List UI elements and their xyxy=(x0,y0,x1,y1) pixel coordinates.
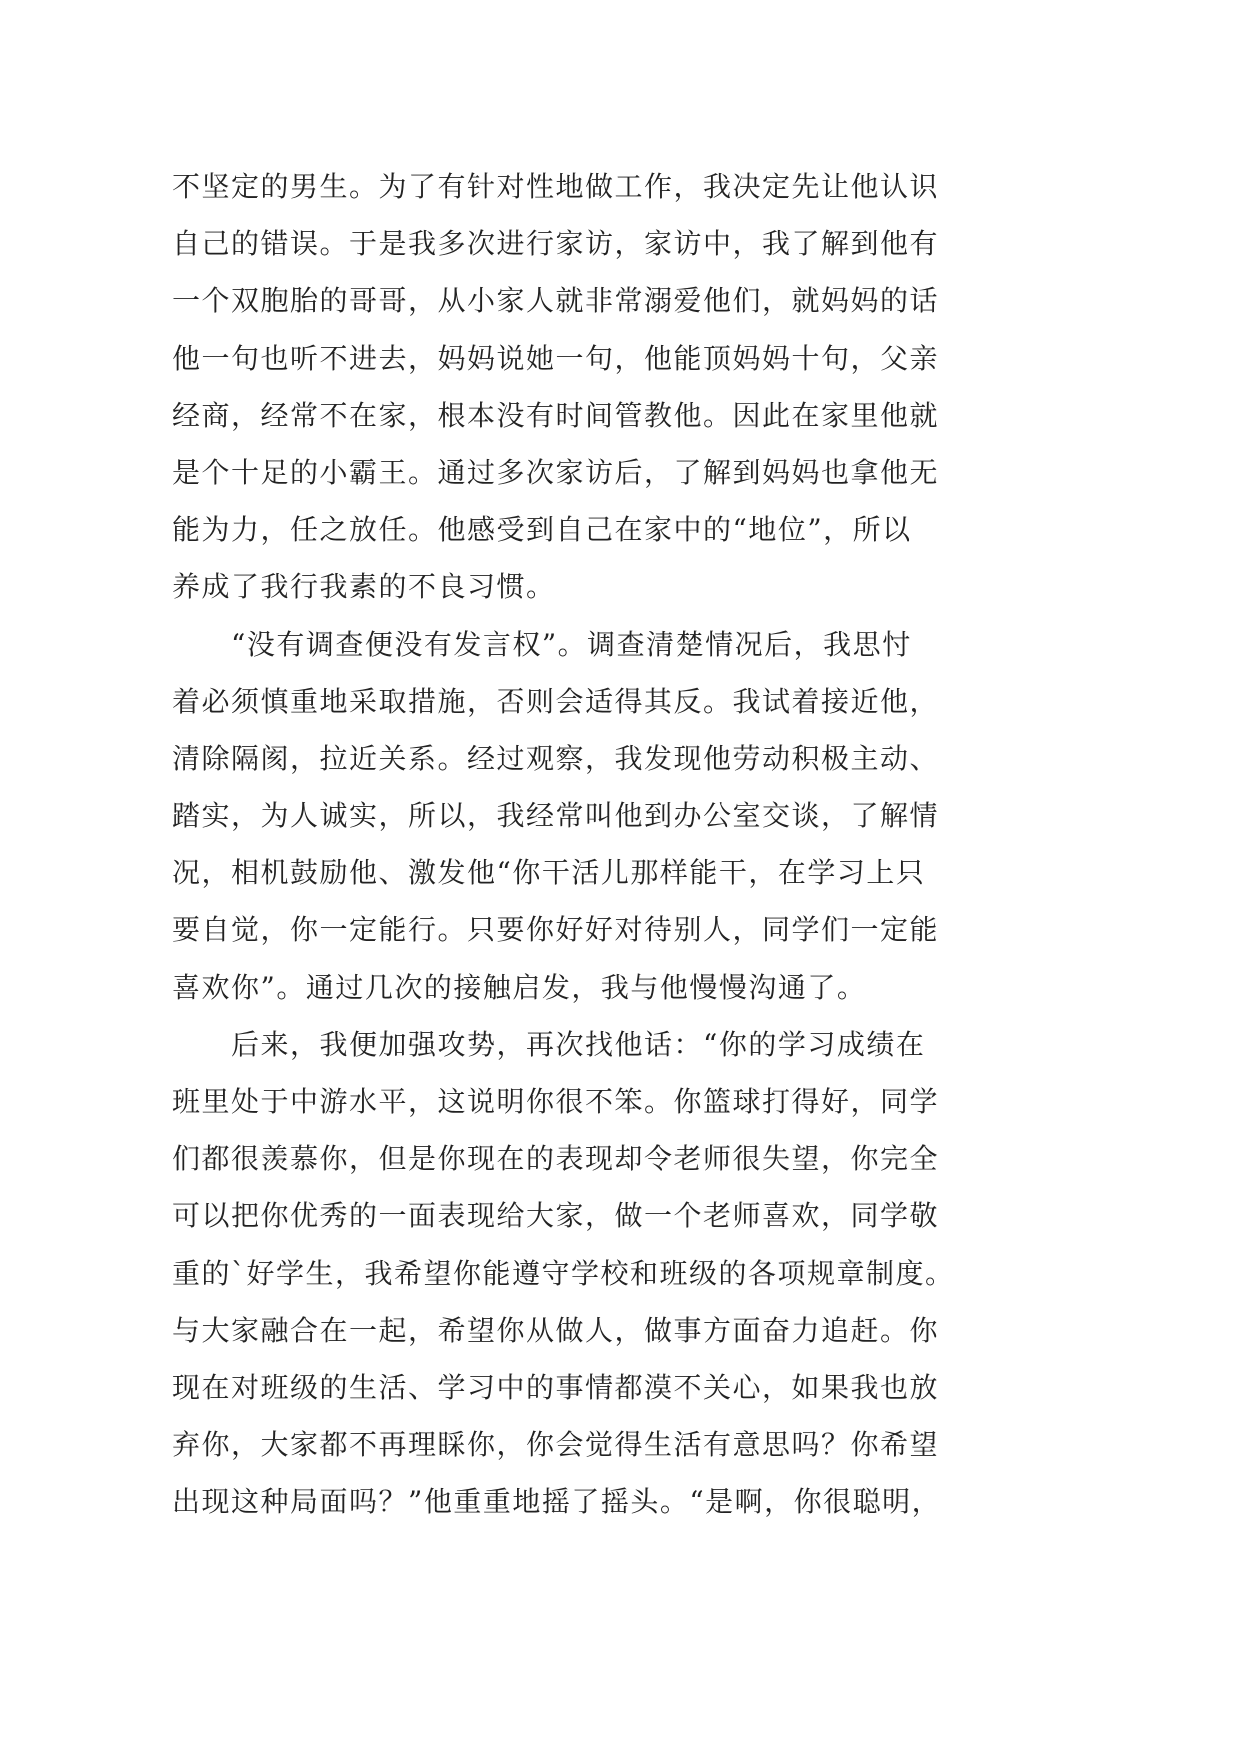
text-line: 能为力，任之放任。他感受到自己在家中的“地位”，所以 xyxy=(172,513,912,547)
text-line: 可以把你优秀的一面表现给大家，做一个老师喜欢，同学敬 xyxy=(172,1199,940,1233)
paragraph xyxy=(172,1016,962,1531)
text-line: 后来，我便加强攻势，再次找他话：“你的学习成绩在 xyxy=(231,1027,926,1061)
paragraph xyxy=(172,158,962,616)
text-line: 重的`好学生，我希望你能遵守学校和班级的各项规章制度。 xyxy=(172,1256,955,1290)
text-line: “没有调查便没有发言权”。调查清楚情况后，我思忖 xyxy=(231,627,912,661)
text-line: 踏实，为人诚实，所以，我经常叫他到办公室交谈，了解情 xyxy=(172,799,940,833)
text-line: 弃你，大家都不再理睬你，你会觉得生活有意思吗？你希望 xyxy=(172,1428,940,1462)
text-line: 出现这种局面吗？”他重重地摇了摇头。“是啊，你很聪明， xyxy=(172,1485,942,1519)
text-line: 是个十足的小霸王。通过多次家访后，了解到妈妈也拿他无 xyxy=(172,455,940,489)
text-line: 现在对班级的生活、学习中的事情都漠不关心，如果我也放 xyxy=(172,1370,940,1404)
text-line: 喜欢你”。通过几次的接触启发，我与他慢慢沟通了。 xyxy=(172,970,867,1004)
text-line: 自己的错误。于是我多次进行家访，家访中，我了解到他有 xyxy=(172,227,940,261)
text-line: 他一句也听不进去，妈妈说她一句，他能顶妈妈十句，父亲 xyxy=(172,341,940,375)
text-line: 况，相机鼓励他、激发他“你干活儿那样能干，在学习上只 xyxy=(172,856,926,890)
text-line: 班里处于中游水平，这说明你很不笨。你篮球打得好，同学 xyxy=(172,1085,940,1118)
text-line: 一个双胞胎的哥哥，从小家人就非常溺爱他们，就妈妈的话 xyxy=(172,284,940,318)
text-line: 要自觉，你一定能行。只要你好好对待别人，同学们一定能 xyxy=(172,913,940,947)
text-line: 不坚定的男生。为了有针对性地做工作，我决定先让他认识 xyxy=(172,170,940,203)
text-line: 着必须慎重地采取措施，否则会适得其反。我试着接近他， xyxy=(172,684,940,718)
document-body xyxy=(172,158,962,1531)
text-line: 清除隔阂，拉近关系。经过观察，我发现他劳动积极主动、 xyxy=(172,741,940,775)
text-line: 们都很羡慕你，但是你现在的表现却令老师很失望，你完全 xyxy=(172,1142,940,1176)
text-line: 与大家融合在一起，希望你从做人，做事方面奋力追赶。你 xyxy=(172,1313,940,1347)
text-line: 经商，经常不在家，根本没有时间管教他。因此在家里他就 xyxy=(172,398,940,432)
text-line: 养成了我行我素的不良习惯。 xyxy=(172,570,556,604)
paragraph xyxy=(172,616,962,1016)
